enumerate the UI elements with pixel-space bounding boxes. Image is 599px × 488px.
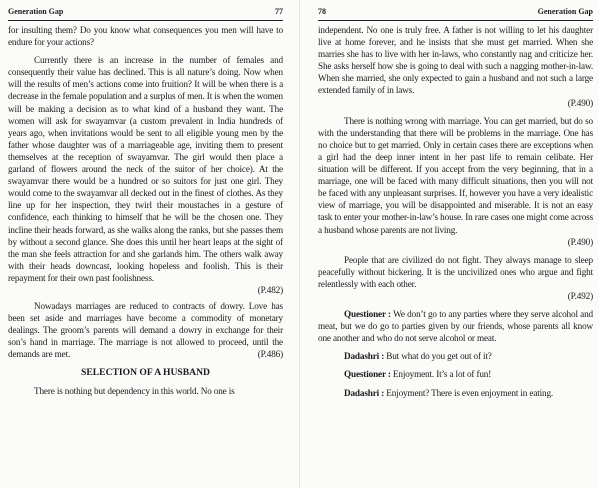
- dialogue-line: [318, 350, 593, 362]
- paragraph: [8, 300, 283, 360]
- citation: (P.490): [567, 236, 593, 247]
- citation: (P.486): [257, 349, 283, 360]
- left-page-number: 77: [275, 7, 283, 16]
- citation: (P.482): [257, 284, 283, 295]
- page-gutter: [299, 0, 300, 488]
- right-page-number: 78: [318, 7, 326, 16]
- paragraph: for insulting them? Do you know what consequences you men will have to endure for your actions?: [8, 25, 283, 48]
- left-page-header: [8, 7, 283, 19]
- right-header-title: Generation Gap: [537, 7, 593, 16]
- citation: (P.492): [567, 290, 593, 301]
- dialogue-text: We don’t go to any parties where they serve alcohol and meat, but we do go to parties given by our friends, whose parents all know one another and who do not serve alcohol or meat.: [318, 309, 593, 344]
- right-header-rule: [318, 20, 593, 21]
- paragraph: People that are civilized do not fight. They always manage to sleep peacefully without bickering. It is the uncivilized ones who argue and fight relentlessly with each other.: [318, 254, 593, 289]
- speaker-label: Dadashri :: [344, 351, 385, 362]
- left-header-title: Generation Gap: [8, 7, 64, 16]
- right-page-header: [318, 7, 593, 19]
- dialogue-text: Enjoyment? There is even enjoyment in eating.: [384, 387, 554, 398]
- paragraph: There is nothing wrong with marriage. You can get married, but do so with the understanding that there will be problems in the marriage. One has no choice but to get married. Only in certain cases there are exceptions when a girl had the deep inner intent in her past life to remain celibate. Her situation will be different. If you accept from the very beginning, that in a marriage, one will be faced with many difficult situations, then you will not be faced with any unpleasant surprises. If, however you have a very idealistic view of marriage, you will be disappointed and miserable. It is not an easy task to enter your mother-in-law’s house. In rare cases one might come across a husband whose parents are not living.: [318, 115, 593, 235]
- paragraph: There is nothing but dependency in this world. No one is: [34, 385, 235, 396]
- section-heading: SELECTION OF A HUSBAND: [81, 366, 210, 378]
- citation: (P.490): [567, 97, 593, 108]
- dialogue-text: Enjoyment. It’s a lot of fun!: [390, 369, 492, 380]
- dialogue-line: [318, 387, 593, 399]
- left-page: [8, 0, 288, 488]
- paragraph: Currently there is an increase in the number of females and consequently their value has declined. This is all nature’s doing. Now when will the results of men’s actions come into fruition? It will be when there is a decrease in the female population and a surplus of men. It is when the women will be making a decision as to what kind of a husband they want. The women will ask for swayamvar (a custom prevalent in India hundreds of years ago, when invitations would be sent to all eligible young men by the father whose daughter was of a marriageable age, inviting them to present themselves at the reception of swayamvar. The girl would then place a garland of flowers around the neck of the suitor of her choice). At the swayamvar there would be a hundred or so suitors for just one girl. They would come to the swayamvar all decked out in the finest of clothes. As they line up for her inspection, they twirl their moustaches in a gesture of confidence, each thinking to himself that he will be the chosen one. They incline their heads forward, as she walks along the ranks, but she passes them by without a second glance. She does this until her heart leaps at the sight of the man she feels attraction for and she garlands him. The others walk away with their heads downcast, looking hopeless and foolish. This is their repayment for their own past foolishness.: [8, 55, 283, 283]
- left-header-rule: [8, 20, 283, 21]
- right-page: [318, 0, 598, 488]
- dialogue-line: [318, 308, 593, 344]
- speaker-label: Dadashri :: [344, 387, 385, 398]
- speaker-label: Questioner :: [344, 369, 391, 380]
- dialogue-text: But what do you get out of it?: [384, 351, 492, 362]
- dialogue-line: [318, 368, 593, 380]
- left-page-body: [8, 24, 283, 403]
- paragraph-text: Nowadays marriages are reduced to contracts of dowry. Love has been set aside and marriages have become a commodity of monetary dealings. The groom’s parents will demand a dowry in exchange for their son’s hand in marriage. The marriage is not allowed to proceed, until the demands are met.: [8, 301, 283, 360]
- speaker-label: Questioner :: [344, 309, 391, 320]
- right-page-body: [318, 24, 593, 405]
- paragraph: independent. No one is truly free. A father is not willing to let his daughter live at home forever, and he insists that she must get married. When she marries she has to live with her in-laws, who constantly nag and criticize her. She asks herself how she is going to deal with such a nagging mother-in-law. When she married, she only expected to gain a husband and not such a large extended family of in laws.: [318, 25, 593, 96]
